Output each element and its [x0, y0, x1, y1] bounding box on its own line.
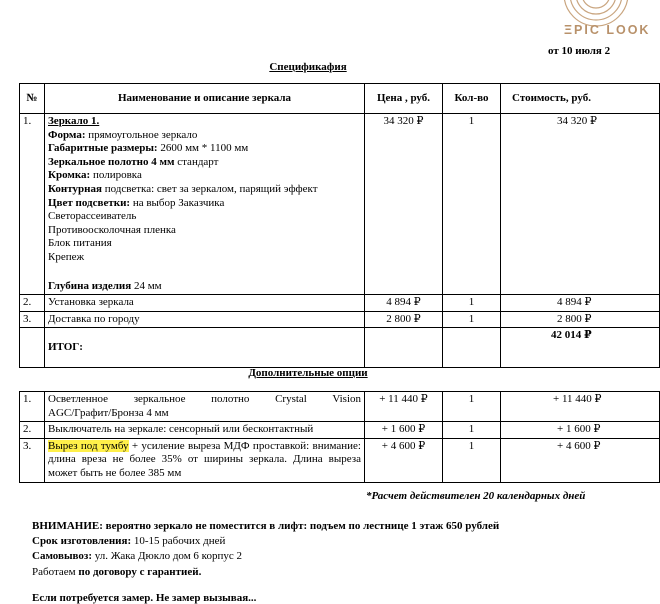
row-total: 4 894 ₽ — [501, 295, 660, 312]
row-total: + 4 600 ₽ — [501, 438, 660, 482]
options-table — [19, 391, 660, 483]
total-label: ИТОГ: — [48, 341, 83, 354]
col-qty: Кол-во — [443, 84, 501, 114]
color-label: Цвет подсветки: — [48, 196, 131, 209]
table-row — [20, 438, 660, 482]
validity-note: *Расчет действителен 20 календарных дней — [366, 490, 586, 502]
term-label: Срок изготовления: — [32, 535, 132, 547]
spec-table — [19, 83, 660, 368]
row-price: + 1 600 ₽ — [365, 422, 443, 439]
pickup-value: ул. Жака Дюкло дом 6 корпус 2 — [92, 550, 242, 562]
size-value: 2600 мм * 1100 мм — [157, 142, 249, 155]
col-total: Стоимость, руб. — [501, 84, 660, 114]
table-row — [20, 422, 660, 439]
row-num: 1. — [20, 392, 45, 422]
warning-text: ВНИМАНИЕ: вероятно зеркало не поместится в лифт: подъем по лестнице 1 этаж 650 рублей — [32, 520, 500, 532]
contour-value: подсветка: свет за зеркалом, парящий эффект — [101, 182, 318, 195]
col-price: Цена , руб. — [365, 84, 443, 114]
row-name — [45, 438, 365, 482]
row-total: + 1 600 ₽ — [501, 422, 660, 439]
row-name — [45, 392, 365, 422]
option-name-line2: AGC/Графит/Бронза 4 мм — [48, 406, 169, 419]
total-row — [20, 328, 660, 368]
row-name: Установка зеркала — [45, 295, 365, 312]
glass-label: Зеркальное полотно 4 мм — [48, 155, 175, 168]
row-qty: 1 — [443, 422, 501, 439]
edge-value: полировка — [90, 169, 142, 182]
table-row — [20, 295, 660, 312]
row-qty: 1 — [443, 311, 501, 328]
option-desc: + усиление выреза МДФ проставкой: внимание: длина вреза не более 35% от ширины зеркала. Длина выреза может быть не более 385 мм — [48, 439, 361, 479]
total-empty-cell — [443, 328, 501, 368]
grand-total: 42 014 ₽ — [551, 329, 592, 342]
list-item: Противоосколочная пленка — [48, 223, 176, 236]
logo-text: ΞPIC LOOK — [564, 23, 651, 37]
work-prefix: Работаем — [32, 566, 79, 578]
option-name-line1: Осветленное зеркальное полотно Crystal Vision — [48, 393, 361, 405]
row-price: 2 800 ₽ — [365, 311, 443, 328]
pickup-label: Самовывоз: — [32, 550, 92, 562]
row-qty: 1 — [443, 392, 501, 422]
row-qty: 1 — [443, 295, 501, 312]
list-item: Блок питания — [48, 237, 112, 250]
row-num: 3. — [20, 311, 45, 328]
highlight-text: Вырез под тумбу — [48, 439, 129, 452]
row-total: + 11 440 ₽ — [501, 392, 660, 422]
row-price: + 11 440 ₽ — [365, 392, 443, 422]
document-date: от 10 июля 2 — [548, 45, 611, 57]
spec-title: Спецификафия — [269, 61, 347, 73]
row-num: 3. — [20, 438, 45, 482]
contour-label: Контурная — [48, 182, 102, 195]
row-name: Доставка по городу — [45, 311, 365, 328]
row-total: 34 320 ₽ — [501, 114, 660, 295]
work-bold: по договору с гарантией. — [78, 566, 202, 578]
spec-header-row — [20, 84, 660, 114]
mirror-description — [45, 114, 365, 295]
col-num: № — [20, 84, 45, 114]
shape-label: Форма: — [48, 128, 86, 141]
glass-value: стандарт — [174, 155, 219, 168]
depth-label: Глубина изделия — [48, 279, 132, 292]
shape-value: прямоугольное зеркало — [85, 128, 198, 141]
row-total: 2 800 ₽ — [501, 311, 660, 328]
total-empty-cell — [365, 328, 443, 368]
row-num: 1. — [20, 114, 45, 295]
table-row — [20, 311, 660, 328]
table-row — [20, 114, 660, 295]
row-price: 4 894 ₽ — [365, 295, 443, 312]
row-qty: 1 — [443, 438, 501, 482]
row-price: + 4 600 ₽ — [365, 438, 443, 482]
edge-label: Кромка: — [48, 169, 91, 182]
total-empty-cell — [20, 328, 45, 368]
list-item: Светорассеиватель — [48, 210, 137, 223]
mirror-name: Зеркало 1. — [48, 115, 100, 127]
table-row — [20, 392, 660, 422]
cut-off-line: Если потребуется замер. Не замер вызывая... — [32, 592, 257, 604]
row-qty: 1 — [443, 114, 501, 295]
term-value: 10-15 рабочих дней — [131, 535, 226, 547]
row-name: Выключатель на зеркале: сенсорный или бесконтактный — [45, 422, 365, 439]
row-num: 2. — [20, 422, 45, 439]
list-item: Крепеж — [48, 250, 85, 263]
color-value: на выбор Заказчика — [130, 196, 225, 209]
size-label: Габаритные размеры: — [48, 142, 158, 155]
row-num: 2. — [20, 295, 45, 312]
row-price: 34 320 ₽ — [365, 114, 443, 295]
col-name: Наименование и описание зеркала — [45, 84, 365, 114]
options-title: Дополнительные опции — [248, 367, 368, 379]
depth-value: 24 мм — [131, 279, 162, 292]
